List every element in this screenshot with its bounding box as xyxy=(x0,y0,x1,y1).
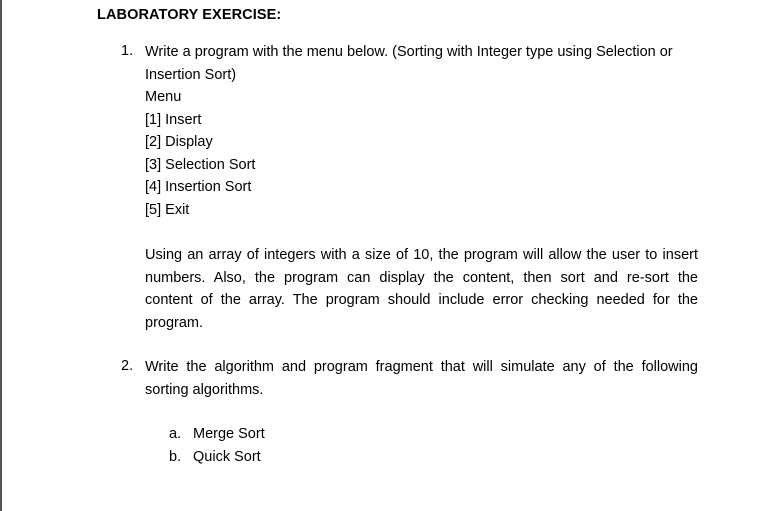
item-2-line: sorting algorithms. xyxy=(145,381,264,398)
page-edge-divider xyxy=(0,0,2,511)
item-1-number: 1. xyxy=(121,43,134,59)
item-1-paragraph xyxy=(145,244,698,334)
item-2-instructions xyxy=(145,356,698,401)
menu-item: [4] Insertion Sort xyxy=(145,179,252,195)
item-1-line: Write a program with the menu below. (Sorting with Integer type using Selection or xyxy=(145,44,673,60)
subitem-text-quick-sort: Quick Sort xyxy=(193,449,261,465)
menu-item: [1] Insert xyxy=(145,111,202,128)
paragraph-line: content of the array. The program should include error checking needed for the xyxy=(145,292,698,309)
page-title: LABORATORY EXERCISE: xyxy=(97,7,282,23)
item-2-line: Write the algorithm and program fragment that will simulate any of the following xyxy=(145,359,698,375)
menu-item: [3] Selection Sort xyxy=(145,156,256,173)
item-1-instructions xyxy=(145,41,698,221)
paragraph-line: numbers. Also, the program can display the content, then sort and re-sort the xyxy=(145,269,698,286)
item-2-number: 2. xyxy=(121,358,134,374)
subitem-text-merge-sort: Merge Sort xyxy=(193,426,265,442)
menu-title: Menu xyxy=(145,89,182,105)
subitem-label: b. xyxy=(169,449,182,465)
menu-item: [5] Exit xyxy=(145,201,190,218)
item-1-line: Insertion Sort) xyxy=(145,66,237,83)
paragraph-line: Using an array of integers with a size of 10, the program will allow the user to insert xyxy=(145,247,698,263)
subitem-label: a. xyxy=(169,426,182,442)
menu-item: [2] Display xyxy=(145,134,213,150)
paragraph-line: program. xyxy=(145,314,204,331)
